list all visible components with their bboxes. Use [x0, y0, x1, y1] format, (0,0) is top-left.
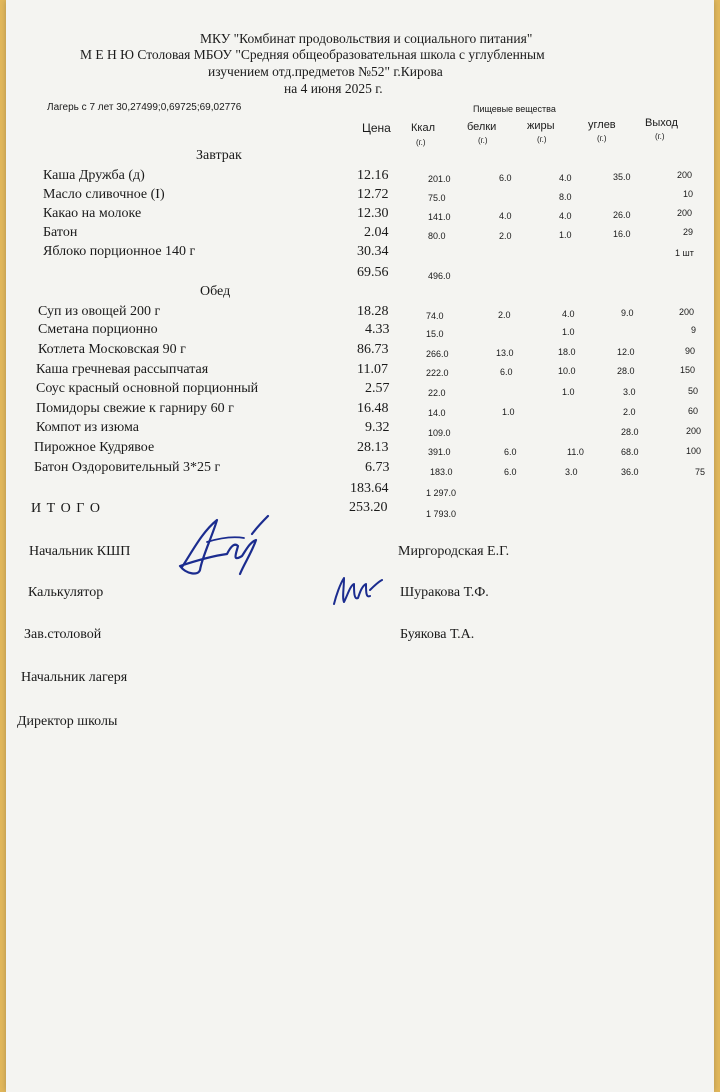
dish-fat: 1.0 [562, 327, 575, 337]
dish-carbs: 16.0 [613, 229, 631, 239]
dish-name: Суп из овощей 200 г [38, 304, 161, 319]
dish-price: 12.30 [357, 206, 389, 221]
dish-protein: 13.0 [496, 348, 514, 358]
dish-yield: 50 [688, 386, 699, 396]
carbs-header: углев [588, 119, 616, 131]
dish-kcal: 14.0 [428, 408, 446, 418]
org-name: МКУ "Комбинат продовольствия и социального питания" [200, 31, 533, 46]
dish-protein: 6.0 [500, 367, 513, 377]
dish-fat: 11.0 [567, 447, 584, 457]
grand-total-price: 253.20 [349, 500, 388, 515]
dish-carbs: 35.0 [613, 172, 631, 182]
camp-line: Лагерь с 7 лет 30,27499;0,69725;69,02776 [47, 102, 242, 113]
dish-price: 2.57 [365, 381, 390, 396]
dish-name: Батон Оздоровительный 3*25 г [34, 460, 221, 475]
lunch-total-kcal: 1 297.0 [426, 488, 457, 498]
dish-fat: 4.0 [559, 211, 572, 221]
dish-kcal: 109.0 [428, 428, 451, 438]
dish-fat: 4.0 [562, 309, 575, 319]
dish-carbs: 68.0 [621, 447, 639, 457]
carbs-unit: (г.) [597, 134, 607, 143]
dish-carbs: 28.0 [617, 366, 635, 376]
dish-price: 28.13 [357, 440, 389, 455]
dish-carbs: 9.0 [621, 308, 634, 318]
grand-total-label: И Т О Г О [31, 501, 101, 516]
signature-person: Шуракова Т.Ф. [400, 585, 489, 600]
dish-name: Батон [43, 225, 78, 240]
dish-carbs: 12.0 [617, 347, 635, 357]
handwritten-signature [330, 572, 384, 608]
dish-name: Какао на молоке [43, 206, 142, 221]
fat-header: жиры [527, 120, 555, 132]
dish-yield: 90 [685, 346, 696, 356]
signature-person: Миргородская Е.Г. [398, 544, 510, 559]
dish-kcal: 266.0 [426, 349, 449, 359]
dish-fat: 3.0 [565, 467, 578, 477]
protein-header: белки [467, 121, 497, 133]
dish-kcal: 391.0 [428, 447, 451, 457]
lunch-total-price: 183.64 [350, 481, 389, 496]
kcal-header: Ккал [411, 122, 435, 134]
dish-kcal: 22.0 [428, 388, 446, 398]
dish-name: Пирожное Кудрявое [34, 440, 155, 455]
dish-price: 6.73 [365, 460, 390, 475]
fat-unit: (г.) [537, 135, 547, 144]
dish-price: 11.07 [357, 362, 388, 377]
dish-name: Масло сливочное (I) [43, 187, 165, 202]
dish-protein: 4.0 [499, 211, 512, 221]
dish-kcal: 75.0 [428, 193, 446, 203]
dish-yield: 9 [691, 325, 697, 335]
dish-name: Соус красный основной порционный [36, 381, 259, 396]
dish-name: Яблоко порционное 140 г [43, 244, 196, 259]
menu-title: М Е Н Ю Столовая МБОУ "Средняя общеобразовательная школа с углубленным [80, 47, 545, 62]
nutrients-group-header: Пищевые вещества [473, 104, 556, 114]
dish-fat: 4.0 [559, 173, 572, 183]
dish-price: 12.72 [357, 187, 389, 202]
dish-price: 16.48 [357, 401, 389, 416]
dish-fat: 8.0 [559, 192, 572, 202]
dish-kcal: 80.0 [428, 231, 446, 241]
dish-fat: 1.0 [559, 230, 572, 240]
dish-price: 18.28 [357, 304, 389, 319]
dish-carbs: 2.0 [623, 407, 636, 417]
dish-carbs: 3.0 [623, 387, 636, 397]
dish-price: 12.16 [357, 168, 389, 183]
dish-name: Котлета Московская 90 г [38, 342, 186, 357]
dish-yield: 10 [683, 189, 694, 199]
signature-role: Начальник КШП [29, 544, 131, 559]
signature-role: Калькулятор [28, 585, 104, 600]
dish-name: Сметана порционно [38, 322, 158, 337]
dish-kcal: 15.0 [426, 329, 444, 339]
dish-protein: 6.0 [499, 173, 512, 183]
dish-yield: 60 [688, 406, 699, 416]
dish-name: Компот из изюма [36, 420, 139, 435]
dish-protein: 1.0 [502, 407, 515, 417]
dish-yield: 75 [695, 467, 706, 477]
yield-unit: (г.) [655, 132, 665, 141]
dish-carbs: 36.0 [621, 467, 639, 477]
breakfast-total-kcal: 496.0 [428, 271, 451, 281]
protein-unit: (г.) [478, 136, 488, 145]
section-lunch: Обед [200, 284, 231, 299]
dish-carbs: 26.0 [613, 210, 631, 220]
dish-kcal: 183.0 [430, 467, 453, 477]
breakfast-total-price: 69.56 [357, 265, 389, 280]
dish-kcal: 222.0 [426, 368, 449, 378]
signature-person: Буякова Т.А. [400, 627, 475, 642]
dish-yield: 150 [680, 365, 696, 375]
menu-date: на 4 июня 2025 г. [284, 81, 383, 96]
dish-name: Помидоры свежие к гарниру 60 г [36, 401, 234, 416]
dish-carbs: 28.0 [621, 427, 639, 437]
signature-role: Начальник лагеря [21, 670, 128, 685]
dish-kcal: 74.0 [426, 311, 444, 321]
dish-name: Каша гречневая рассыпчатая [36, 362, 209, 377]
section-breakfast: Завтрак [196, 148, 242, 163]
handwritten-signature [172, 512, 272, 580]
dish-yield: 1 шт [675, 248, 694, 258]
dish-fat: 1.0 [562, 387, 575, 397]
signature-role: Директор школы [17, 714, 118, 729]
dish-kcal: 201.0 [428, 174, 451, 184]
dish-yield: 29 [683, 227, 694, 237]
dish-kcal: 141.0 [428, 212, 451, 222]
dish-yield: 200 [677, 208, 693, 218]
kcal-unit: (г.) [416, 138, 426, 147]
dish-fat: 18.0 [558, 347, 576, 357]
dish-yield: 200 [677, 170, 693, 180]
dish-protein: 6.0 [504, 447, 517, 457]
dish-yield: 200 [679, 307, 695, 317]
menu-title-cont: изучением отд.предметов №52" г.Кирова [208, 64, 443, 79]
grand-total-kcal: 1 793.0 [426, 509, 457, 519]
dish-yield: 100 [686, 446, 702, 456]
dish-price: 4.33 [365, 322, 390, 337]
dish-price: 9.32 [365, 420, 390, 435]
dish-price: 86.73 [357, 342, 389, 357]
price-header: Цена [362, 121, 391, 135]
dish-protein: 2.0 [499, 231, 512, 241]
dish-price: 30.34 [357, 244, 389, 259]
yield-header: Выход [645, 117, 678, 129]
dish-fat: 10.0 [558, 366, 576, 376]
dish-protein: 6.0 [504, 467, 517, 477]
dish-name: Каша Дружба (д) [43, 168, 145, 183]
dish-yield: 200 [686, 426, 702, 436]
signature-role: Зав.столовой [24, 627, 102, 642]
dish-protein: 2.0 [498, 310, 511, 320]
dish-price: 2.04 [364, 225, 389, 240]
